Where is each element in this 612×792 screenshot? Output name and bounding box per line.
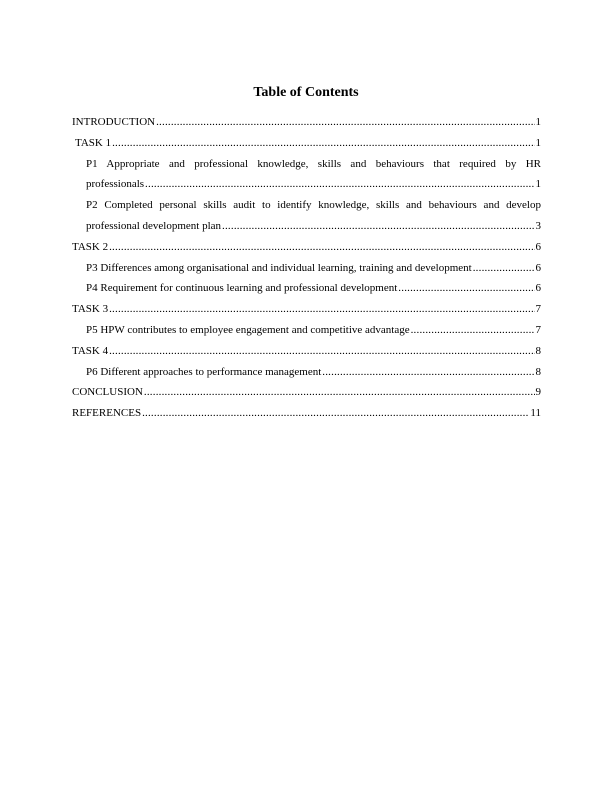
toc-entry-conclusion[interactable]: [72, 382, 541, 403]
table-of-contents: [72, 112, 541, 424]
dot-leader: [144, 382, 535, 403]
toc-page-number: 3: [535, 219, 541, 232]
toc-page-number: 6: [535, 240, 541, 253]
toc-title: Table of Contents: [253, 85, 359, 100]
dot-leader: [322, 362, 534, 383]
toc-page-number: 9: [535, 386, 541, 399]
toc-entry-text: TASK 3: [72, 303, 109, 316]
toc-page-number: 8: [535, 344, 541, 357]
toc-entry-p3[interactable]: [72, 258, 541, 279]
toc-entry-p4[interactable]: [72, 278, 541, 299]
toc-entry-text: P3 Differences among organisational and individual learning, training and development: [86, 261, 472, 274]
toc-entry-p1[interactable]: [72, 154, 541, 196]
dot-leader: [109, 299, 534, 320]
toc-entry-text-line2: professional development plan: [86, 219, 222, 232]
toc-entry-text: P5 HPW contributes to employee engagement and competitive advantage: [86, 323, 410, 336]
dot-leader: [156, 112, 534, 133]
toc-entry-text-line1: P2 Completed personal skills audit to identify knowledge, skills and behaviours and develop: [86, 199, 541, 212]
toc-page-number: 1: [535, 116, 541, 128]
toc-entry-references[interactable]: [72, 403, 541, 424]
toc-entry-text: P4 Requirement for continuous learning and professional development: [86, 282, 398, 295]
toc-entry-text: INTRODUCTION: [72, 116, 156, 128]
toc-page-number: 1: [535, 136, 541, 149]
dot-leader: [112, 133, 534, 154]
toc-page-number: 6: [535, 261, 541, 274]
dot-leader: [109, 341, 534, 362]
toc-entry-p6[interactable]: [72, 362, 541, 383]
dot-leader: [398, 278, 534, 299]
toc-page-number: 7: [535, 303, 541, 316]
toc-page-number: 7: [535, 323, 541, 336]
toc-entry-text: TASK 4: [72, 344, 109, 357]
toc-entry-line2: [72, 216, 541, 237]
toc-entry-p2[interactable]: [72, 195, 541, 237]
toc-page-number: 8: [535, 365, 541, 378]
toc-entry-text: TASK 1: [75, 136, 112, 149]
toc-entry-text-line1: P1 Appropriate and professional knowledge, skills and behaviours that required by HR: [86, 157, 541, 170]
toc-page-number: 11: [530, 407, 541, 420]
toc-entry-introduction[interactable]: [72, 112, 541, 133]
dot-leader: [222, 216, 534, 237]
dot-leader: [473, 258, 535, 279]
dot-leader: [411, 320, 535, 341]
toc-page-number: 1: [535, 178, 541, 191]
toc-entry-line2: [72, 174, 541, 195]
toc-entry-text-line2: professionals: [86, 178, 145, 191]
toc-entry-text: REFERENCES: [72, 407, 142, 420]
toc-entry-task-2[interactable]: [72, 237, 541, 258]
toc-page-number: 6: [535, 282, 541, 295]
toc-entry-task-1[interactable]: [72, 133, 541, 154]
toc-entry-p5[interactable]: [72, 320, 541, 341]
toc-entry-task-4[interactable]: [72, 341, 541, 362]
toc-entry-text: CONCLUSION: [72, 386, 143, 399]
toc-entry-task-3[interactable]: [72, 299, 541, 320]
toc-entry-text: TASK 2: [72, 240, 109, 253]
dot-leader: [109, 237, 534, 258]
dot-leader: [145, 174, 534, 195]
dot-leader: [142, 403, 529, 424]
toc-entry-text: P6 Different approaches to performance management: [86, 365, 322, 378]
